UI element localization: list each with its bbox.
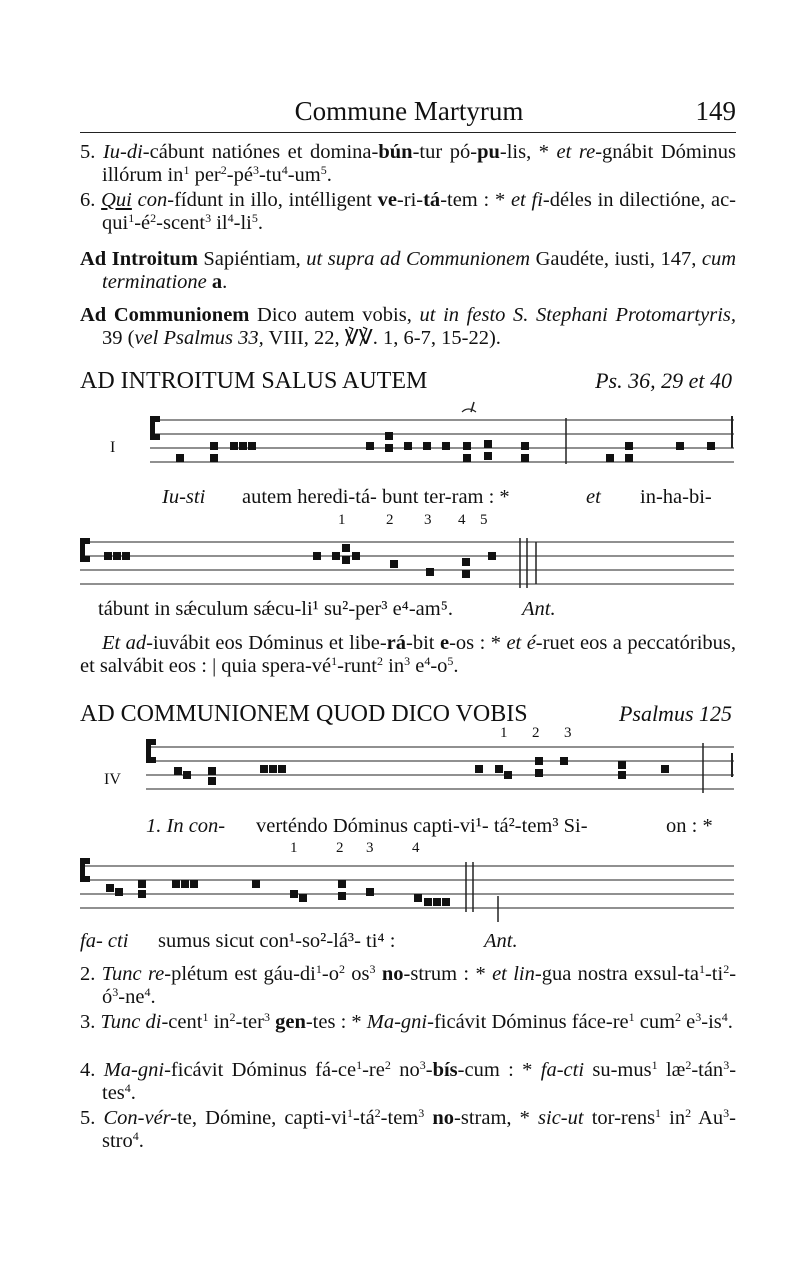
verse-4 (80, 1059, 736, 1105)
page-header (80, 96, 738, 130)
lyric-in-con: 1. In con- (146, 815, 226, 837)
introit-lyrics-2 (80, 598, 736, 622)
num-1: 1 (500, 725, 508, 741)
introit-title-text: AD INTROITUM SALUS AUTEM (80, 368, 428, 394)
num-4: 4 (412, 840, 420, 856)
num-1: 1 (338, 512, 346, 528)
num-4: 4 (458, 512, 466, 528)
communion-title-text: AD COMMUNIONEM QUOD DICO VOBIS (80, 701, 528, 727)
num-5: 5 (480, 512, 488, 528)
verse-text: Tunc di-cent$^1$ $in^2-ter^3$ gen-tes : * Ma-gni-ficávit Dóminus fáce-$re^1$ cum$^2$ $e^3-is^4$. (100, 1010, 733, 1033)
num-3: 3 (424, 512, 432, 528)
verse-text: Tunc re-plétum est gáu-$di^1-o^2$ $os^3$ no-strum : * et lin-gua nostra exsul-$ta^1-ti^2-ó^3-ne^4$. (101, 962, 737, 1008)
introit-title (80, 368, 736, 398)
lyric-iusti: Iu-sti (162, 486, 206, 508)
communion-psalm-ref: Psalmus 125 (618, 701, 732, 726)
communion-mode: IV (104, 771, 121, 788)
introit-psalm-ref: Ps. 36, 29 et 40 (595, 368, 732, 393)
introit-staff-1 (80, 398, 736, 478)
verse-number: 4. (80, 1059, 96, 1081)
num-1: 1 (290, 840, 298, 856)
verse-number: 6. (80, 189, 96, 211)
num-2: 2 (386, 512, 394, 528)
introit-verse: Et ad-iuvábit eos Dóminus et libe-rá-bit e-os : * et é-ruet eos a peccatóribus, et salvábit eos : | quia spera-$vé^1-runt^2$ $in^3$ $e^4-o^5$. (80, 632, 737, 677)
header-rule (80, 132, 736, 133)
verse-text: Ma-gni-ficávit Dóminus $fá-ce^1-re^2$ $no^3-bís$-cum : * fa-cti su-mus$^1$ $læ^2-tán^3-tes^4$. (102, 1058, 737, 1104)
introit-lyrics-1 (80, 486, 736, 510)
verse-3 (80, 1011, 736, 1034)
verse-5-top (80, 141, 736, 187)
verse-text: Iu-di-cábunt natiónes et domina-bún-tur pó-pu-lis, * et re-gnábit Dóminus illórum $in^1$ $per^2-pé^3-tu^4-um^5$. (102, 141, 737, 186)
running-title: Commune Martyrum (294, 96, 524, 126)
verse-number: 5. (80, 141, 96, 163)
verse-text: Qui con-fídunt in illo, intélligent ve-ri-tá-tem : * et fi-déles in dilectióne, $ac-qui^1-é^2-scent^3$ $il^4-li^5$. (101, 189, 737, 234)
verse-number: 5. (80, 1107, 96, 1129)
lyric-tabunt: tábunt in sǽculum sǽcu-li¹ su²-per³ e⁴-am⁵. (98, 598, 453, 620)
verse-5-bottom (80, 1107, 736, 1153)
lyric-sumus: sumus sicut con¹-so²-lá³- ti⁴ : (158, 930, 396, 952)
page-number: 149 (695, 96, 736, 126)
communion-lyrics-1 (80, 815, 736, 839)
num-2: 2 (336, 840, 344, 856)
rubric-communion: Ad Communionem Dico autem vobis, ut in festo S. Stephani Protomartyris, 39 (vel Psalmus 33, VIII, 22, ℣℣. 1, 6-7, 15-22). (80, 304, 736, 349)
lyric-autem: autem heredi-tá- bunt ter-ram : * (242, 486, 510, 508)
communion-lyrics-2 (80, 930, 736, 954)
lyric-inhabi: in-ha-bi- (640, 486, 712, 508)
num-2: 2 (532, 725, 540, 741)
num-3: 3 (564, 725, 572, 741)
num-3: 3 (366, 840, 374, 856)
introit-ant-label: Ant. (522, 598, 556, 620)
lyric-facti: fa- cti (80, 930, 129, 952)
verse-number: 3. (80, 1011, 96, 1033)
verse-6-top (80, 189, 736, 235)
introit-mode: I (110, 439, 116, 456)
communion-staff-1 (80, 733, 736, 805)
verse-number: 2. (80, 963, 96, 985)
communion-ant-label: Ant. (484, 930, 518, 952)
lyric-et: et (586, 486, 601, 508)
introit-staff-2 (80, 528, 736, 594)
verse-text: Con-vér-te, Dómine, capti-$vi^1-tá^2-tem^3$ no-stram, * sic-ut tor-rens$^1$ $in^2$ Au$^3$-stro$^4$. (102, 1106, 736, 1152)
verse-2 (80, 963, 736, 1009)
lyric-vertendo: verténdo Dóminus capti-vi¹- tá²-tem³ Si- (256, 815, 588, 837)
rubric-introit: Ad Introitum Sapiéntiam, ut supra ad Communionem Gaudéte, iusti, 147, cum terminatione a. (80, 248, 736, 293)
communion-staff-2 (80, 852, 736, 924)
lyric-on: on : * (666, 815, 713, 837)
